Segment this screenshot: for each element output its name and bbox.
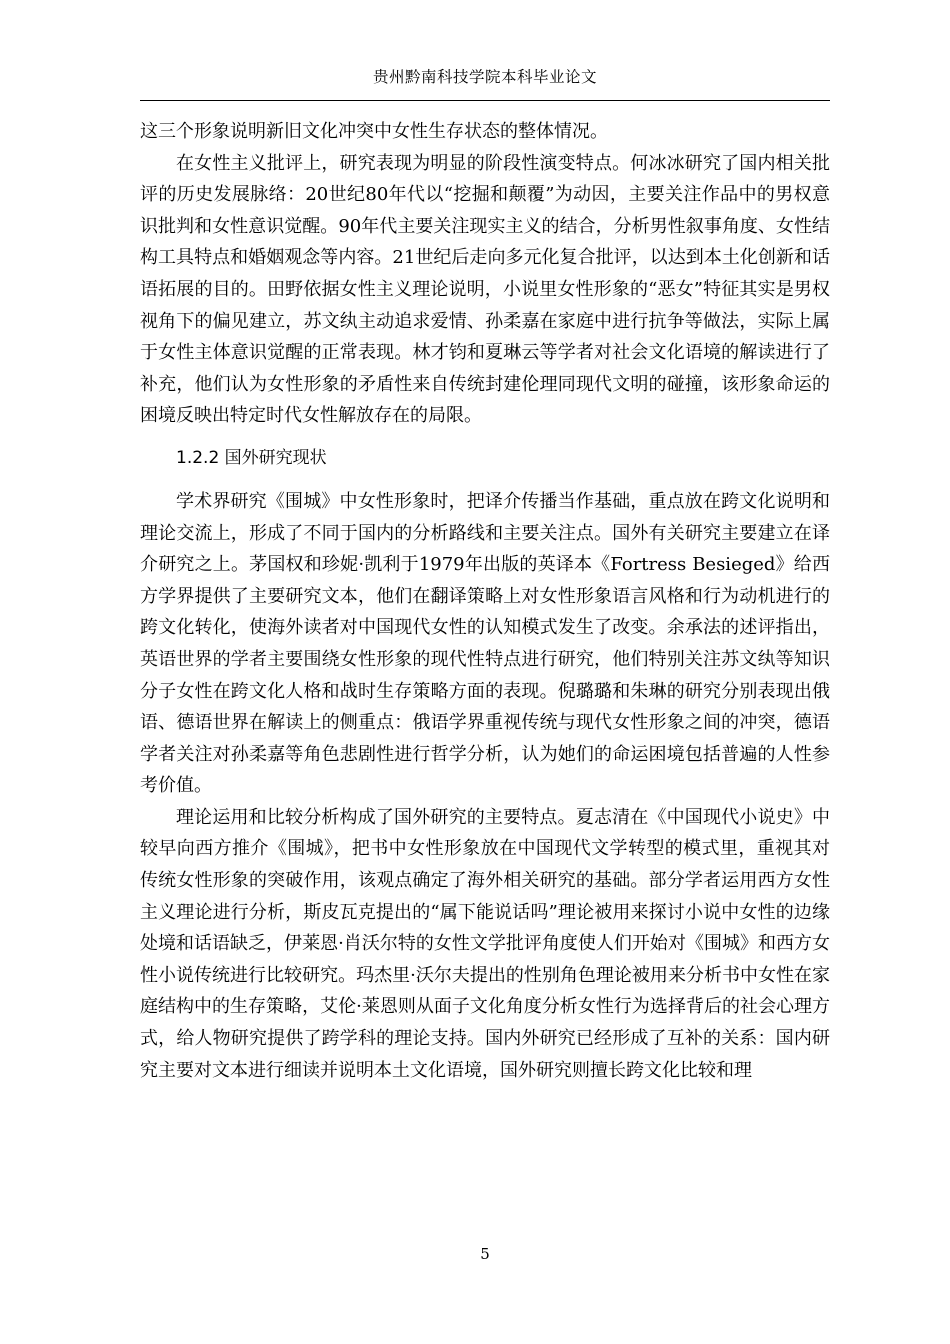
header-rule [140, 100, 830, 101]
paragraph: 理论运用和比较分析构成了国外研究的主要特点。夏志清在《中国现代小说史》中较早向西方推介《围城》，把书中女性形象放在中国现代文学转型的模式里，重视其对传统女性形象的突破作用，该观点确定了海外相关研究的基础。部分学者运用西方女性主义理论进行分析，斯皮瓦克提出的“属下能说话吗”理论被用来探讨小说中女性的边缘处境和话语缺乏，伊莱恩·肖沃尔特的女性文学批评角度使人们开始对《围城》和西方女性小说传统进行比较研究。玛杰里·沃尔夫提出的性别角色理论被用来分析书中女性在家庭结构中的生存策略，艾伦·莱恩则从面子文化角度分析女性行为选择背后的社会心理方式，给人物研究提供了跨学科的理论支持。国内外研究已经形成了互补的关系：国内研究主要对文本进行细读并说明本土文化语境，国外研究则擅长跨文化比较和理 [140, 806, 830, 1081]
running-header: 贵州黔南科技学院本科毕业论文 [372, 68, 597, 86]
paragraph: 在女性主义批评上，研究表现为明显的阶段性演变特点。何冰冰研究了国内相关批评的历史发展脉络：20世纪80年代以“挖掘和颠覆”为动因，主要关注作品中的男权意识批判和女性意识觉醒。90年代主要关注现实主义的结合，分析男性叙事角度、女性结构工具特点和婚姻观念等内容。21世纪后走向多元化复合批评，以达到本土化创新和话语拓展的目的。田野依据女性主义理论说明，小说里女性形象的“恶女”特征其实是男权视角下的偏见建立，苏文纨主动追求爱情、孙柔嘉在家庭中进行抗争等做法，实际上属于女性主体意识觉醒的正常表现。林才钧和夏琳云等学者对社会文化语境的解读进行了补充，他们认为女性形象的矛盾性来自传统封建伦理同现代文明的碰撞，该形象命运的困境反映出特定时代女性解放存在的局限。 [140, 152, 830, 427]
paragraph: 这三个形象说明新旧文化冲突中女性生存状态的整体情况。 [140, 121, 608, 142]
document-body [140, 116, 830, 1086]
section-heading: 1.2.2 国外研究现状 [176, 447, 327, 468]
page-number: 5 [480, 1245, 490, 1263]
paragraph: 学术界研究《围城》中女性形象时，把译介传播当作基础，重点放在跨文化说明和理论交流上，形成了不同于国内的分析路线和主要关注点。国外有关研究主要建立在译介研究之上。茅国权和珍妮·凯利于1979年出版的英译本《Fortress Besieged》给西方学界提供了主要研究文本，他们在翻译策略上对女性形象语言风格和行为动机进行的跨文化转化，使海外读者对中国现代女性的认知模式发生了改变。余承法的述评指出，英语世界的学者主要围绕女性形象的现代性特点进行研究，他们特别关注苏文纨等知识分子女性在跨文化人格和战时生存策略方面的表现。倪璐璐和朱琳的研究分别表现出俄语、德语世界在解读上的侧重点：俄语学界重视传统与现代女性形象之间的冲突，德语学者关注对孙柔嘉等角色悲剧性进行哲学分析，认为她们的命运困境包括普遍的人性参考价值。 [140, 490, 830, 797]
